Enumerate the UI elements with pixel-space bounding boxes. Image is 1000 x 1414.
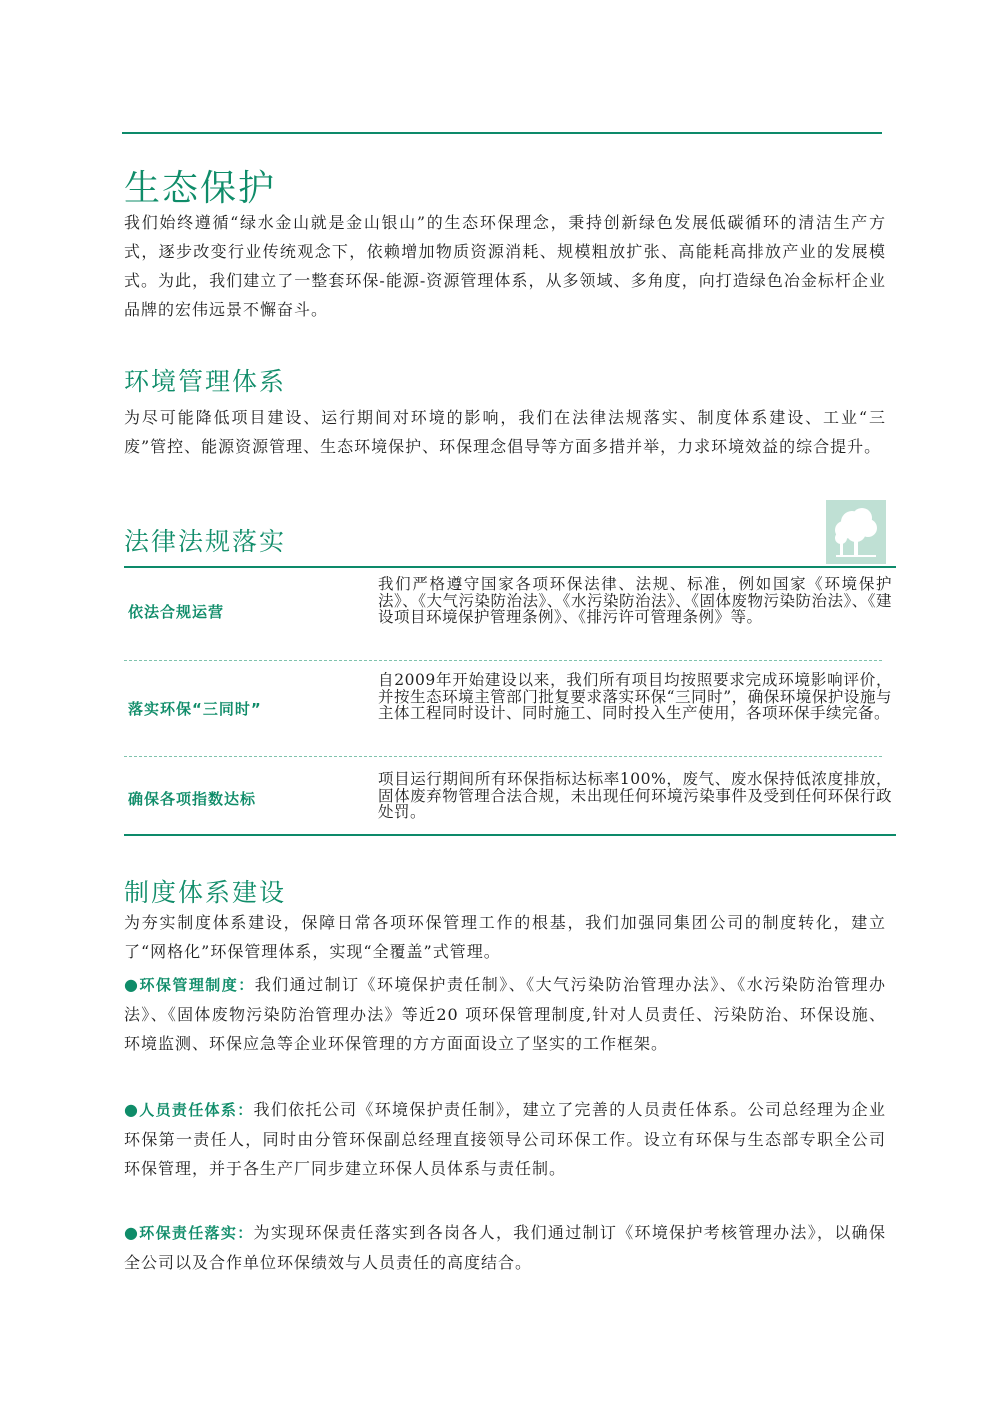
- bullet-text: 为实现环保责任落实到各岗各人，我们通过制订《环境保护考核管理办法》，以确保全公司以及合作单位环保绩效与人员责任的高度结合。: [124, 1223, 886, 1272]
- system-intro-paragraph: 为夯实制度体系建设，保障日常各项环保管理工作的根基，我们加强同集团公司的制度转化，建立了“网格化”环保管理体系，实现“全覆盖”式管理。: [124, 913, 886, 961]
- bullet-item: [124, 1218, 886, 1277]
- bullet-dot-icon: ●: [124, 975, 140, 994]
- bullet-dot-icon: ●: [124, 1100, 140, 1119]
- bullet-dot-icon: ●: [124, 1223, 140, 1242]
- bullet-label: 环保管理制度：: [139, 976, 255, 994]
- law-row-label: 落实环保“三同时”: [128, 700, 262, 718]
- law-heading: 法律法规落实: [124, 527, 287, 556]
- top-divider: [122, 132, 882, 134]
- tree-icon: [826, 500, 886, 564]
- bullet-item: [124, 1095, 886, 1183]
- intro-paragraph: 我们始终遵循“绿水金山就是金山银山”的生态环保理念，秉持创新绿色发展低碳循环的清洁生产方式，逐步改变行业传统观念下，依赖增加物质资源消耗、规模粗放扩张、高能耗高排放产业的发展模式。为此，我们建立了一整套环保-能源-资源管理体系，从多领域、多角度，向打造绿色冶金标杆企业品牌的宏伟远景不懈奋斗。: [124, 213, 886, 319]
- law-row-text: 自2009年开始建设以来，我们所有项目均按照要求完成环境影响评价，并按生态环境主管部门批复要求落实环保“三同时”，确保环境保护设施与主体工程同时设计、同时施工、同时投入生产使用，各项环保手续完备。: [378, 671, 892, 722]
- bullet-item: [124, 970, 886, 1058]
- table-bottom-rule: [124, 834, 896, 836]
- law-row-label: 依法合规运营: [128, 603, 225, 621]
- bullet-label: 环保责任落实：: [139, 1224, 254, 1242]
- law-row-label: 确保各项指数达标: [128, 790, 257, 808]
- page-title: 生态保护: [124, 168, 277, 209]
- system-heading: 制度体系建设: [124, 878, 287, 907]
- bullet-text: 我们通过制订《环境保护责任制》、《大气污染防治管理办法》、《水污染防治管理办法》、《固体废物污染防治管理办法》等近20 项环保管理制度,针对人员责任、污染防治、环保设施、环境监测、环保应急等企业环保管理的方方面面设立了坚实的工作框架。: [124, 975, 886, 1053]
- table-top-rule: [124, 566, 896, 568]
- law-row-text: 我们严格遵守国家各项环保法律、法规、标准，例如国家《环境保护法》、《大气污染防治法》、《水污染防治法》、《固体废物污染防治法》、《建设项目环境保护管理条例》、《排污许可管理条例》等。: [378, 575, 893, 626]
- row-divider: [124, 660, 882, 661]
- row-divider: [124, 756, 882, 757]
- bullet-label: 人员责任体系：: [139, 1101, 254, 1119]
- law-row-text: 项目运行期间所有环保指标达标率100%，废气、废水保持低浓度排放，固体废弃物管理合法合规，未出现任何环境污染事件及受到任何环保行政处罚。: [378, 770, 892, 821]
- bullet-text: 我们依托公司《环境保护责任制》，建立了完善的人员责任体系。公司总经理为企业环保第一责任人，同时由分管环保副总经理直接领导公司环保工作。设立有环保与生态部专职全公司环保管理，并于各生产厂同步建立环保人员体系与责任制。: [124, 1100, 886, 1178]
- env-system-paragraph: 为尽可能降低项目建设、运行期间对环境的影响，我们在法律法规落实、制度体系建设、工业“三废”管控、能源资源管理、生态环境保护、环保理念倡导等方面多措并举，力求环境效益的综合提升。: [124, 408, 886, 456]
- env-system-heading: 环境管理体系: [124, 367, 287, 396]
